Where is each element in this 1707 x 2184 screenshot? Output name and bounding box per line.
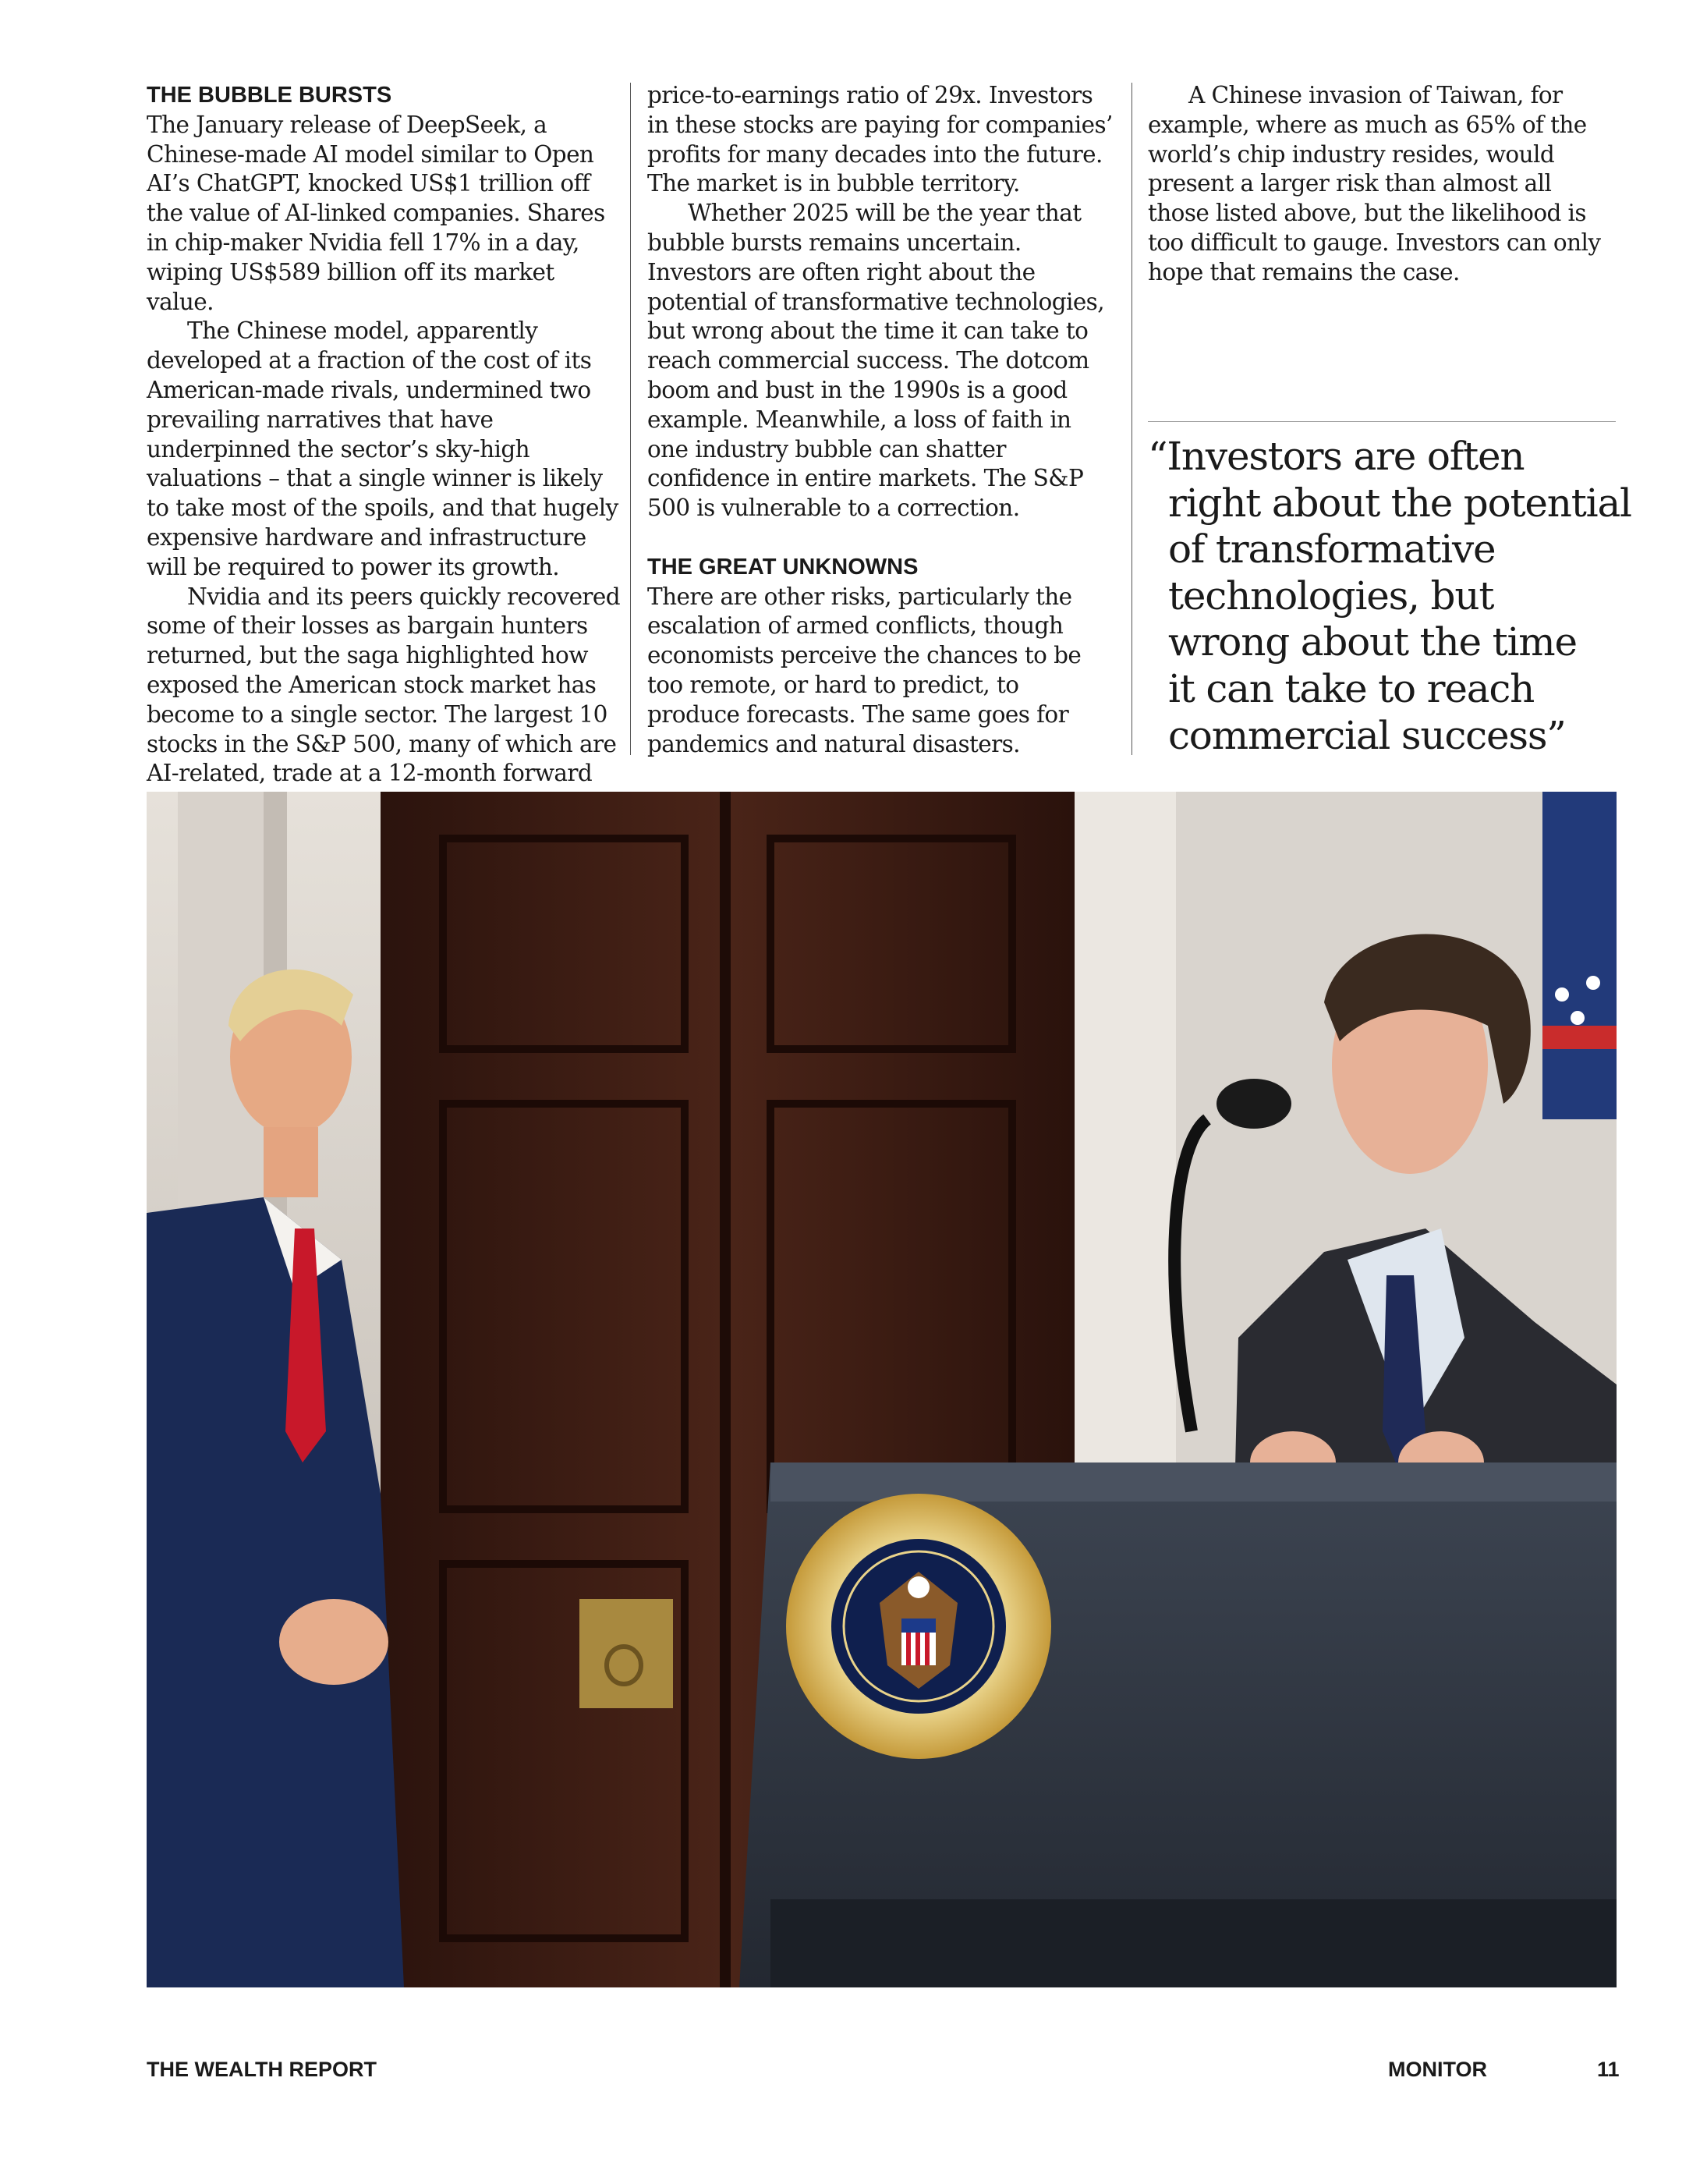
paragraph: The Chinese model, apparently developed at a fraction of the cost of its American-made rivals, undermined two prevailing narratives that have underpinned the sector’s sky-high valuations – that a single winner is likely to take most of the spoils, and that hugely expensive hardware and infrastructure will be required to power its growth. [147, 317, 618, 580]
article-column-3 [1148, 81, 1616, 288]
paragraph: There are other risks, particularly the escalation of armed conflicts, though economists perceive the chances to be too remote, or hard to predict, to produce forecasts. The same goes for pandemics and natural disasters. [647, 583, 1082, 757]
pull-quote-line: wrong about the time [1168, 619, 1577, 665]
paragraph: Whether 2025 will be the year that bubble bursts remains uncertain. Investors are often right about the potential of transformative technologies, but wrong about the time it can take to reach commercial success. The dotcom boom and bust in the 1990s is a good example. Meanwhile, a loss of faith in one industry bubble can shatter confidence in entire markets. The S&P 500 is vulnerable to a correction. [647, 200, 1104, 522]
paragraph: The January release of DeepSeek, a Chinese-made AI model similar to Open AI’s ChatGPT, knocked US$1 trillion off the value of AI-linked companies. Shares in chip-maker Nvidia fell 17% in a day, wiping US$589 billion off its market value. [147, 111, 605, 315]
section-heading: THE GREAT UNKNOWNS [647, 554, 919, 580]
presidential-seal [786, 1494, 1051, 1759]
paragraph: price-to-earnings ratio of 29x. Investors in these stocks are paying for companies’ profits for many decades into the future. The market is in bubble territory. [647, 82, 1113, 197]
article-photo [147, 792, 1617, 1987]
paragraph: Nvidia and its peers quickly recovered some of their losses as bargain hunters returned, but the saga highlighted how exposed the American stock market has become to a single sector. The largest 10 stocks in the S&P 500, many of which are AI-related, trade at a 12-month forward [147, 583, 621, 787]
column-divider [630, 83, 631, 755]
pull-quote-line: “Investors are often [1148, 434, 1525, 479]
pull-quote-line: it can take to reach [1168, 665, 1535, 711]
paragraph: A Chinese invasion of Taiwan, for example, where as much as 65% of the world’s chip industry resides, would present a larger risk than almost all those listed above, but the likelihood is too difficult to gauge. Investors can only hope that remains the case. [1148, 82, 1601, 285]
pull-quote-line: of transformative [1168, 526, 1496, 573]
article-column-1 [147, 81, 622, 789]
pull-quote-line: technologies, but [1168, 573, 1494, 619]
page-number: 11 [1597, 2058, 1620, 2081]
section-heading: THE BUBBLE BURSTS [147, 83, 392, 108]
pull-quote-line: commercial success” [1168, 712, 1566, 758]
footer-section: MONITOR [1388, 2058, 1487, 2081]
pullquote-rule [1148, 421, 1616, 422]
article-column-2 [647, 81, 1115, 759]
pull-quote-line: right about the potential [1168, 480, 1631, 526]
footer-publication: THE WEALTH REPORT [147, 2058, 377, 2081]
pull-quote [1148, 434, 1631, 759]
